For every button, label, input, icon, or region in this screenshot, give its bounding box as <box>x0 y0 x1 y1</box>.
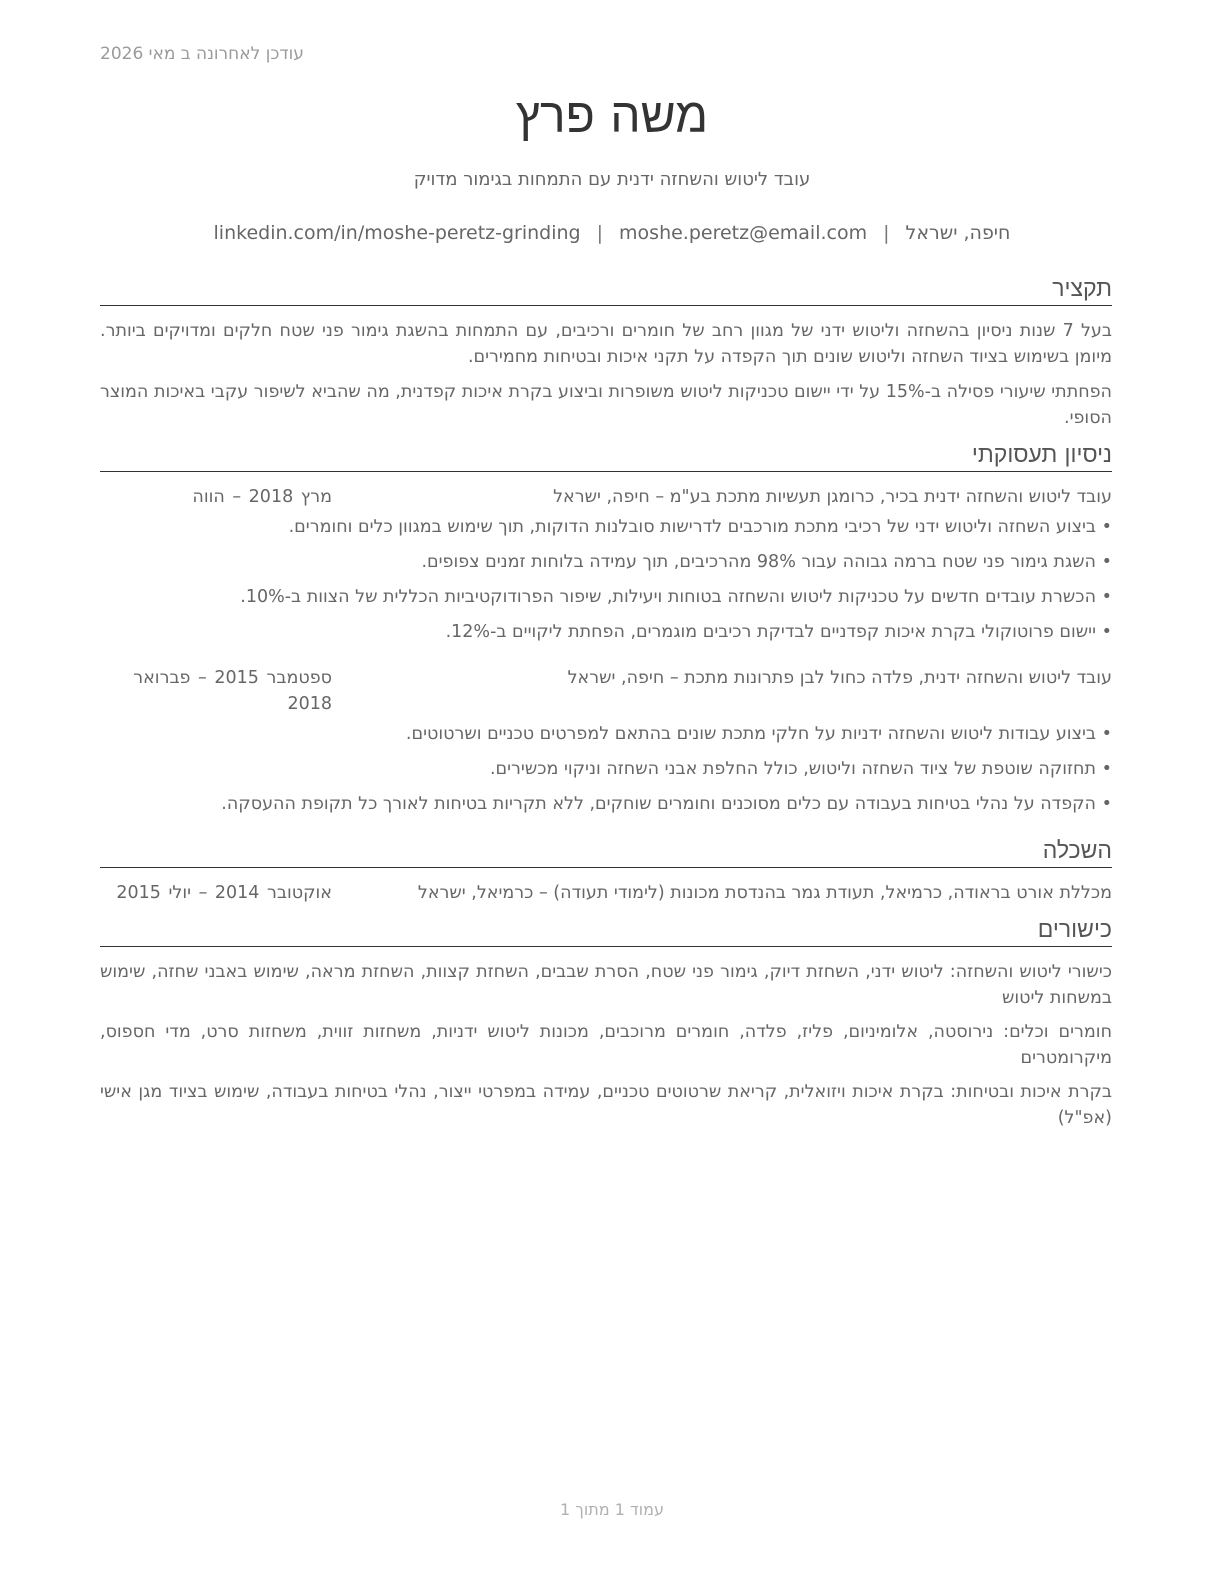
education-section <box>100 837 1112 906</box>
contact-email[interactable]: moshe.peretz@email.com <box>619 222 868 244</box>
job-header <box>100 484 1112 510</box>
summary-heading: תקציר <box>100 275 1112 306</box>
job-dates: ספטמבר 2015 – פברואר 2018 <box>133 668 332 714</box>
job-title: עובד ליטוש והשחזה ידנית, פלדה כחול לבן פתרונות מתכת – חיפה, ישראל <box>567 668 1112 688</box>
job-dates: מרץ 2018 – הווה <box>192 487 332 507</box>
job-bullet: • השגת גימור פני שטח ברמה גבוהה עבור 98% מהרכיבים, תוך עמידה בלוחות זמנים צפופים. <box>100 549 1112 575</box>
job-bullet: • הקפדה על נהלי בטיחות בעבודה עם כלים מסוכנים וחומרים שוחקים, ללא תקריות בטיחות לאורך כל תקופת ההעסקה. <box>100 791 1112 817</box>
job-bullets <box>100 721 1112 817</box>
candidate-name: משה פרץ <box>515 88 709 144</box>
skill-line: חומרים וכלים: נירוסטה, אלומיניום, פליז, פלדה, חומרים מרוכבים, מכונות ליטוש ידניות, משחזות זווית, משחזות סרט, מדי חספוס, מיקרומטרים <box>100 1022 1112 1068</box>
contact-separator: | <box>596 222 604 244</box>
education-heading: השכלה <box>100 837 1112 868</box>
summary-section <box>100 275 1112 431</box>
page-number: עמוד 1 מתוך 1 <box>560 1500 664 1519</box>
contact-line <box>0 222 1224 244</box>
last-updated: עודכן לאחרונה ב מאי 2026 <box>100 44 304 64</box>
job-title: עובד ליטוש והשחזה ידנית בכיר, כרומגן תעשיות מתכת בע"מ – חיפה, ישראל <box>553 487 1112 507</box>
experience-heading: ניסיון תעסוקתי <box>100 441 1112 472</box>
job-bullet: • יישום פרוטוקולי בקרת איכות קפדניים לבדיקת רכיבים מוגמרים, הפחתת ליקויים ב-12%. <box>100 619 1112 645</box>
job-entry <box>100 665 1112 817</box>
contact-separator: | <box>883 222 890 244</box>
summary-paragraph: הפחתתי שיעורי פסילה ב-15% על ידי יישום טכניקות ליטוש משופרות וביצוע בקרת איכות קפדנית, מה שהביא לשיפור עקבי באיכות המוצר הסופי. <box>100 382 1112 428</box>
job-bullets <box>100 514 1112 645</box>
experience-section <box>100 441 1112 817</box>
candidate-headline: עובד ליטוש והשחזה ידנית עם התמחות בגימור מדויק <box>413 169 811 190</box>
job-entry <box>100 484 1112 645</box>
skill-line: כישורי ליטוש והשחזה: ליטוש ידני, השחזת דיוק, גימור פני שטח, הסרת שבבים, השחזת קצוות, השחזת מראה, שימוש באבני שחזה, שימוש במשחות ליטוש <box>100 962 1112 1008</box>
skills-section <box>100 916 1112 1131</box>
skill-line: בקרת איכות ובטיחות: בקרת איכות ויזואלית, קריאת שרטוטים טכניים, עמידה במפרטי ייצור, נהלי בטיחות בעבודה, שימוש בציוד מגן אישי (אפ"ל) <box>100 1082 1112 1128</box>
education-entry <box>100 880 1112 906</box>
skills-heading: כישורים <box>100 916 1112 947</box>
summary-paragraph: בעל 7 שנות ניסיון בהשחזה וליטוש ידני של מגוון רחב של חומרים ורכיבים, עם התמחות בהשגת גימור פני שטח חלקים ומדויקים ביותר. מיומן בשימוש בציוד השחזה וליטוש שונים תוך הקפדה על תקני איכות ובטיחות מחמירים. <box>100 321 1112 367</box>
job-bullet: • ביצוע עבודות ליטוש והשחזה ידניות על חלקי מתכת שונים בהתאם למפרטים טכניים ושרטוטים. <box>100 721 1112 747</box>
job-header <box>100 665 1112 717</box>
contact-linkedin[interactable]: linkedin.com/in/moshe-peretz-grinding <box>213 222 581 244</box>
resume-content <box>100 275 1112 1141</box>
job-bullet: • ביצוע השחזה וליטוש ידני של רכיבי מתכת מורכבים לדרישות סובלנות הדוקות, תוך שימוש במגוון כלים וחומרים. <box>100 514 1112 540</box>
contact-location: חיפה, ישראל <box>905 222 1011 244</box>
job-bullet: • תחזוקה שוטפת של ציוד השחזה וליטוש, כולל החלפת אבני השחזה וניקוי מכשירים. <box>100 756 1112 782</box>
education-dates: אוקטובר 2014 – יולי 2015 <box>116 883 332 903</box>
job-bullet: • הכשרת עובדים חדשים על טכניקות ליטוש והשחזה בטוחות ויעילות, שיפור הפרודוקטיביות הכללית של הצוות ב-10%. <box>100 584 1112 610</box>
education-title: מכללת אורט בראודה, כרמיאל, תעודת גמר בהנדסת מכונות (לימודי תעודה) – כרמיאל, ישראל <box>417 883 1112 903</box>
